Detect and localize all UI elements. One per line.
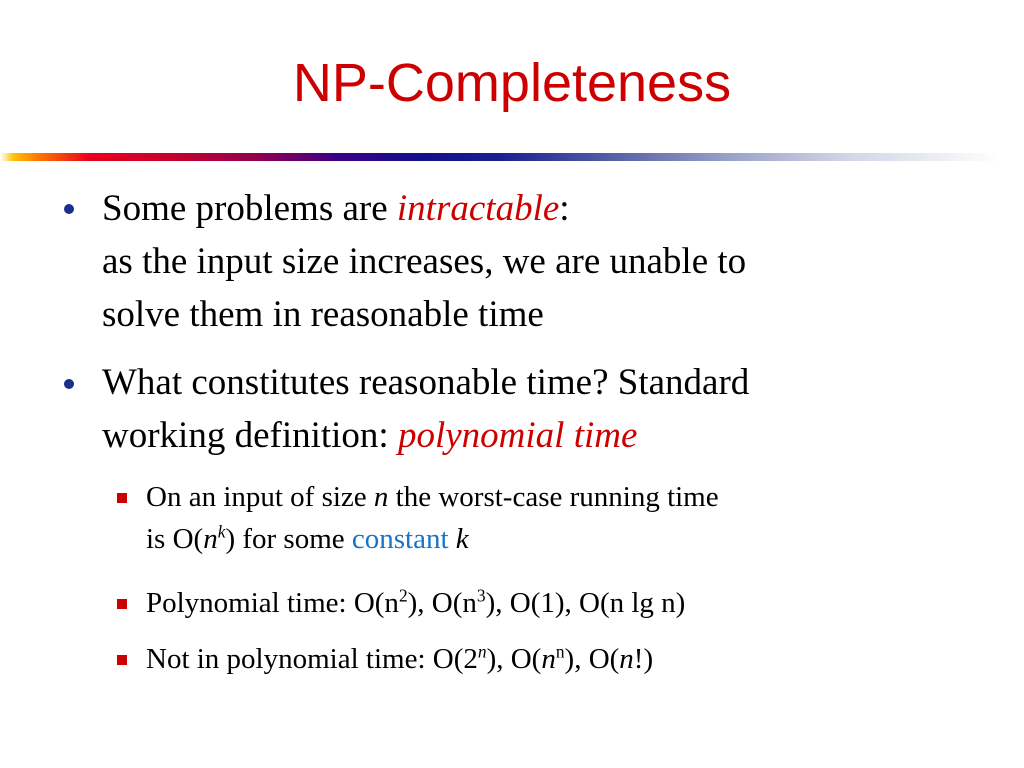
square-bullet-icon bbox=[117, 599, 127, 609]
sub-bullet-3-line-1 bbox=[146, 638, 946, 680]
emphasis-polynomial-time: polynomial time bbox=[397, 415, 638, 456]
sub-3-text: !) bbox=[633, 643, 654, 675]
sub-3-text: Not in polynomial time: O(2 bbox=[146, 643, 478, 675]
sub-2-text: ), O(n bbox=[407, 587, 477, 619]
square-bullet-icon bbox=[117, 493, 127, 503]
bullet-1-text: Some problems are bbox=[102, 188, 397, 229]
exponent-n: n bbox=[555, 641, 565, 662]
title-divider bbox=[0, 153, 1024, 161]
sub-bullet-1 bbox=[146, 476, 946, 560]
sub-2-text: Polynomial time: O(n bbox=[146, 587, 399, 619]
sub-3-text: ), O( bbox=[564, 643, 620, 675]
exponent-n: n bbox=[477, 641, 487, 662]
sub-bullet-2 bbox=[146, 582, 946, 624]
sub-bullet-2-line-1 bbox=[146, 582, 946, 624]
exponent-2: 2 bbox=[398, 585, 408, 606]
exponent-k: k bbox=[217, 521, 226, 542]
sub-1-text: ) for some bbox=[225, 523, 352, 555]
bullet-1-line-3: solve them in reasonable time bbox=[102, 294, 544, 335]
slide-title: NP-Completeness bbox=[292, 53, 732, 113]
emphasis-intractable: intractable bbox=[396, 188, 560, 229]
bullet-1 bbox=[102, 182, 942, 341]
bullet-2 bbox=[102, 356, 942, 462]
sub-2-text: ), O(1), O(n lg n) bbox=[485, 587, 686, 619]
bullet-2-line-2 bbox=[102, 409, 942, 462]
var-n: n bbox=[619, 643, 634, 675]
sub-bullet-3 bbox=[146, 638, 946, 680]
var-k: k bbox=[455, 523, 469, 555]
var-n: n bbox=[373, 481, 389, 513]
sub-bullet-1-line-2 bbox=[146, 518, 946, 560]
sub-3-text: ), O( bbox=[486, 643, 542, 675]
sub-bullet-1-line-1 bbox=[146, 476, 946, 518]
sub-1-text: is O( bbox=[146, 523, 204, 555]
bullet-1-colon: : bbox=[559, 188, 570, 229]
var-n: n bbox=[541, 643, 556, 675]
bullet-2-text: working definition: bbox=[102, 415, 398, 456]
bullet-dot-icon bbox=[64, 204, 74, 214]
var-n: n bbox=[203, 523, 218, 555]
sub-1-text: the worst-case running time bbox=[388, 481, 719, 513]
constant-keyword: constant bbox=[351, 523, 449, 555]
bullet-1-line-2: as the input size increases, we are unable to bbox=[102, 241, 747, 282]
bullet-dot-icon bbox=[64, 379, 74, 389]
square-bullet-icon bbox=[117, 655, 127, 665]
exponent-3: 3 bbox=[476, 585, 486, 606]
sub-1-text: On an input of size bbox=[146, 481, 374, 513]
bullet-2-line-1: What constitutes reasonable time? Standard bbox=[102, 362, 750, 403]
bullet-1-line-1 bbox=[102, 182, 942, 235]
sub-1-text bbox=[449, 523, 456, 555]
